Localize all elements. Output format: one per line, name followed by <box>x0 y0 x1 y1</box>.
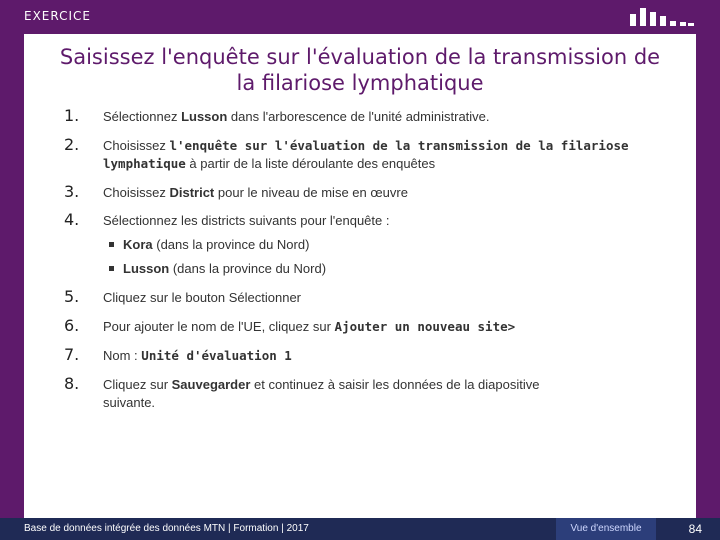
slide-title: Saisissez l'enquête sur l'évaluation de la transmission de la filariose lymphatique <box>59 45 661 95</box>
overview-button[interactable]: Vue d'ensemble <box>556 518 656 540</box>
slide-content: Saisissez l'enquête sur l'évaluation de la transmission de la filariose lymphatique 1. Sélectionnez Lusson dans l'arborescence de l'unité administrative. 2. Choisissez l'enquête sur l'évaluation de la transmission de la filariose lymphatique à partir de la liste déroulante des enquêtes 3. Choisissez District pour le niveau de mise en œuvre 4. Sélectionnez les districts suivants pour l'enquête : Kora (dans la province du Nord) Lusson (dans la province du Nord) 5. Cliquez sur le bouton Sélectionner 6. Pour ajouter le nom de l'UE, cliquez sur Ajouter un nouveau site> 7. Nom : Unité d'évaluation 1 8. Cliquez sur Sauvegarder et continuez à saisir les données de la diapositive suivante. <box>24 34 696 518</box>
footer-text: Base de données intégrée des données MTN | Formation | 2017 <box>24 523 309 534</box>
footer-bar <box>0 518 720 540</box>
bullet-icon <box>109 242 114 247</box>
section-label: EXERCICE <box>24 9 92 23</box>
page-number: 84 <box>688 522 702 536</box>
district-item-lusson: Lusson (dans la province du Nord) <box>109 261 669 276</box>
district-item-kora: Kora (dans la province du Nord) <box>109 237 669 252</box>
bullet-icon <box>109 266 114 271</box>
top-bar <box>0 0 720 34</box>
bar-chart-logo-icon <box>630 8 694 26</box>
